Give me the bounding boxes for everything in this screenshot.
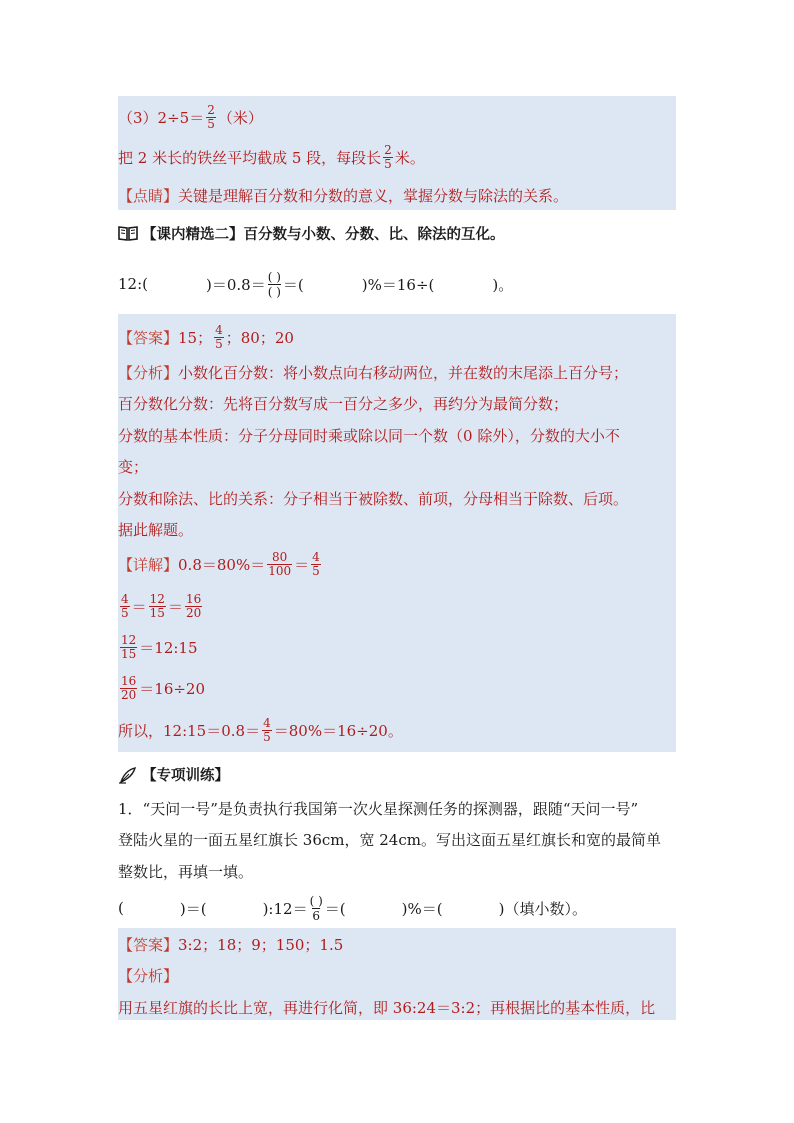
analysis-line-6: 据此解题。	[118, 520, 194, 539]
sentence-prefix: 把 2 米长的铁丝平均截成 5 段，每段长	[118, 148, 382, 167]
analysis-line-4: 变；	[118, 457, 149, 476]
q1-analysis-label-line	[118, 960, 676, 990]
detail-fraction: $\frac{16}{20}$	[185, 591, 202, 620]
section2-heading	[118, 218, 676, 248]
detail-fraction: $\frac{80}{100}$	[268, 549, 292, 578]
part3-sentence	[118, 142, 676, 172]
answer-line	[118, 320, 676, 354]
detail-fraction: $\frac{12}{15}$	[149, 591, 165, 620]
detail-text: ＝	[167, 597, 183, 616]
question1-line-3: 整数比，再填一填。	[118, 862, 254, 881]
problem-part: )%＝16÷(	[361, 275, 435, 294]
problem-part: ＝(	[282, 275, 304, 294]
part3-tip	[118, 180, 676, 210]
problem-part: 12:(	[118, 275, 148, 293]
detail-text: 0.8＝80%＝	[178, 555, 266, 574]
answer-fraction: $\frac{4}{5}$	[215, 322, 223, 351]
sentence-suffix: 米。	[394, 148, 425, 167]
open-book-icon	[118, 225, 138, 241]
question1-line-1: 1．“天问一号”是负责执行我国第一次火星探测任务的探测器，跟随“天问一号”	[118, 799, 639, 818]
fill-part: (	[118, 899, 124, 917]
analysis-label: 【分析】	[118, 363, 179, 382]
answer-label: 【答案】	[118, 328, 179, 347]
question1-line-2: 登陆火星的一面五星红旗长 36cm，宽 24cm。写出这面五星红旗长和宽的最简单	[118, 830, 661, 849]
answer-part: 15；	[178, 328, 213, 347]
detail-line-2	[118, 589, 676, 623]
detail-fraction: $\frac{4}{5}$	[312, 549, 320, 578]
detail-fraction: $\frac{16}{20}$	[121, 673, 137, 702]
detail-text: ＝80%＝16÷20。	[273, 721, 403, 740]
analysis-label: 【分析】	[118, 966, 179, 985]
pen-nib-icon	[118, 766, 138, 782]
sentence-fraction: $\frac{2}{5}$	[384, 142, 392, 171]
blank-fraction: ( ) 6	[309, 893, 323, 923]
detail-text: ＝	[131, 597, 147, 616]
detail-line-4	[118, 671, 676, 705]
calc-suffix: （米）	[217, 108, 263, 127]
detail-fraction: $\frac{4}{5}$	[121, 591, 129, 620]
answer-text: 3:2；18；9；150；1.5	[178, 935, 344, 954]
analysis-line-2: 百分数化分数：先将百分数写成一百分之多少，再约分为最简分数；	[118, 394, 569, 413]
analysis-line-1	[118, 357, 676, 387]
detail-text: ＝	[294, 555, 310, 574]
q1-answer-line	[118, 929, 676, 959]
problem-part: )。	[492, 275, 514, 294]
detail-line-1	[118, 547, 676, 581]
detail-line-5	[118, 713, 676, 747]
blank-fraction: ( ) ( )	[267, 269, 281, 299]
detail-text: ＝12:15	[139, 638, 198, 657]
detail-fraction: $\frac{4}{5}$	[263, 715, 271, 744]
answer-part: ；80；20	[225, 328, 294, 347]
analysis-line-5: 分数和除法、比的关系：分子相当于被除数、前项，分母相当于除数、后项。	[118, 489, 629, 508]
fill-part: )%＝(	[401, 899, 443, 918]
answer-label: 【答案】	[118, 935, 179, 954]
detail-label: 【详解】	[118, 555, 179, 574]
fill-part: )＝(	[179, 899, 207, 918]
section2-problem	[118, 267, 676, 301]
problem-part: )＝0.8＝	[206, 275, 266, 294]
section2-title: 【课内精选二】百分数与小数、分数、比、除法的互化。	[142, 226, 505, 243]
detail-fraction: $\frac{12}{15}$	[121, 632, 137, 661]
detail-line-3	[118, 630, 676, 664]
tip-label: 【点睛】	[118, 186, 179, 205]
fill-part: ＝(	[324, 899, 346, 918]
fill-part: )（填小数）。	[498, 899, 587, 918]
section3-heading	[118, 759, 676, 789]
question1-fill-line	[118, 891, 676, 925]
q1-analysis-text: 用五星红旗的长比上宽，再进行化简，即 36:24＝3:2；再根据比的基本性质，比	[118, 998, 656, 1017]
analysis-line-3: 分数的基本性质：分子分母同时乘或除以同一个数（0 除外），分数的大小不	[118, 426, 620, 445]
part3-calc-line	[118, 102, 676, 132]
detail-text: ＝16÷20	[139, 679, 206, 698]
section3-title: 【专项训练】	[142, 767, 229, 784]
tip-text: 关键是理解百分数和分数的意义，掌握分数与除法的关系。	[178, 186, 569, 205]
detail-text: 所以，12:15＝0.8＝	[118, 721, 261, 740]
analysis-text: 小数化百分数：将小数点向右移动两位，并在数的末尾添上百分号；	[178, 363, 629, 382]
calc-fraction: $\frac{2}{5}$	[207, 102, 215, 131]
fill-part: ):12＝	[262, 899, 308, 918]
calc-prefix: （3）2÷5＝	[118, 108, 205, 127]
